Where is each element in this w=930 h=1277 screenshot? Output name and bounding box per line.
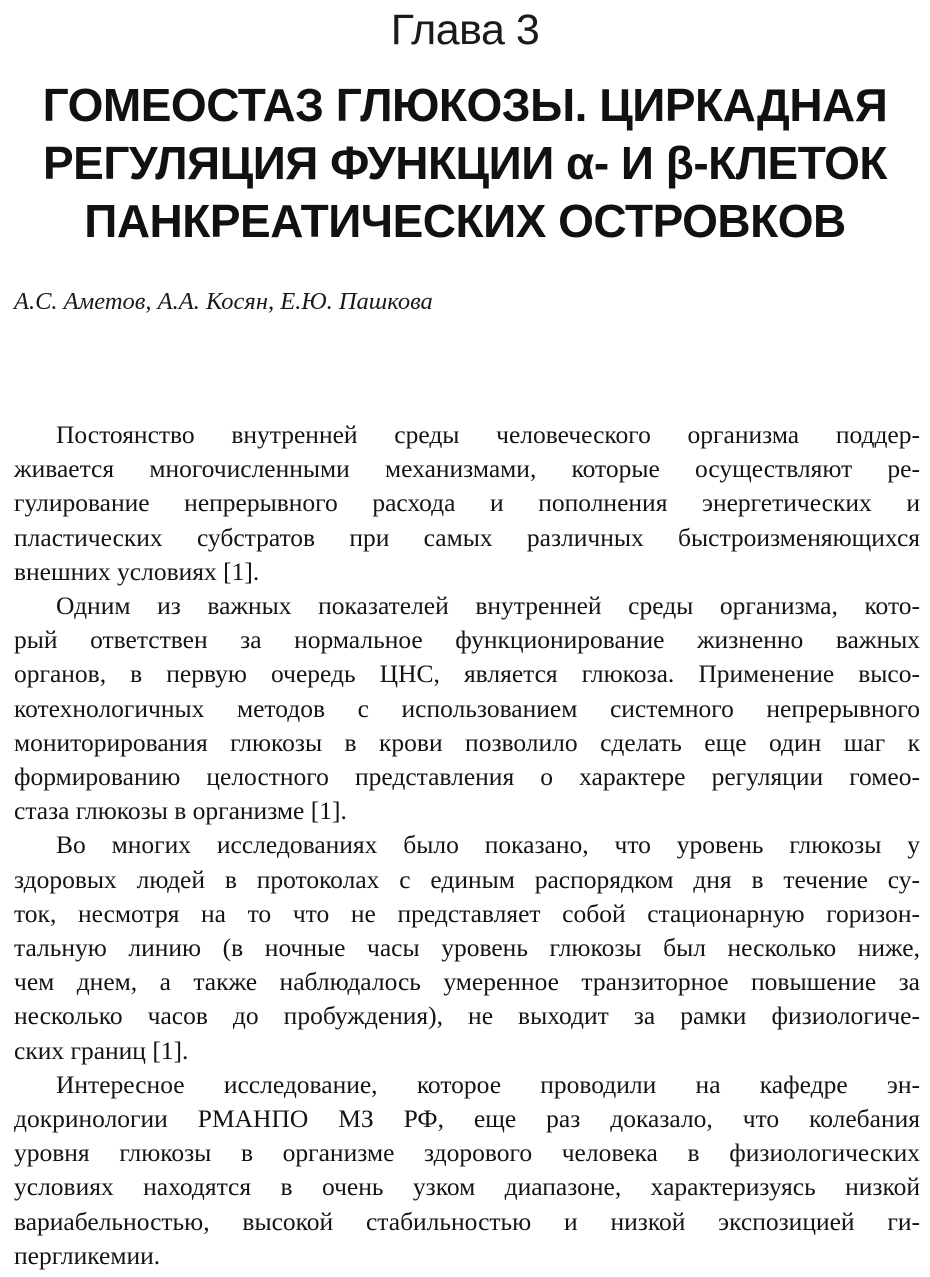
text-line: тальную линию (в ночные часы уровень глюкозы был несколько ниже, [14,933,920,963]
authors-byline: А.С. Аметов, А.А. Косян, Е.Ю. Пашкова [14,288,433,315]
text-line: живается многочисленными механизмами, которые осуществляют ре- [14,454,920,484]
text-line: здоровых людей в протоколах с единым распорядком дня в течение су- [14,864,920,894]
body-text [14,418,920,1273]
text-line: Во многих исследованиях было показано, что уровень глюкозы у [56,830,920,860]
paragraph-1 [14,418,920,589]
text-line: рый ответствен за нормальное функционирование жизненно важных [14,625,920,655]
chapter-title-line: РЕГУЛЯЦИЯ ФУНКЦИИ α- И β-КЛЕТОК [42,137,888,189]
text-line: несколько часов до пробуждения), не выходит за рамки физиологиче- [14,1001,920,1031]
text-line: докринологии РМАНПО МЗ РФ, еще раз доказало, что колебания [14,1104,920,1134]
text-line: условиях находятся в очень узком диапазоне, характеризуясь низкой [14,1172,920,1202]
text-line: уровня глюкозы в организме здорового человека в физиологических [14,1138,920,1168]
chapter-title-line: ПАНКРЕАТИЧЕСКИХ ОСТРОВКОВ [84,195,846,247]
text-line: внешних условиях [1]. [14,556,260,586]
chapter-label: Глава 3 [390,6,540,54]
text-line: Одним из важных показателей внутренней среды организма, кото- [56,591,920,621]
paragraph-2 [14,589,920,828]
text-line: стаза глюкозы в организме [1]. [14,796,347,826]
text-line: пергликемии. [14,1240,161,1270]
text-line: Постоянство внутренней среды человеческого организма поддер- [56,420,920,449]
text-line: котехнологичных методов с использованием системного непрерывного [14,693,920,723]
text-line: ских границ [1]. [14,1035,189,1065]
text-line: вариабельностью, высокой стабильностью и низкой экспозицией ги- [14,1206,920,1236]
text-line: ток, несмотря на то что не представляет собой стационарную горизон- [14,898,920,928]
text-line: Интересное исследование, которое проводили на кафедре эн- [56,1069,920,1099]
chapter-title [0,76,930,250]
text-line: чем днем, а также наблюдалось умеренное транзиторное повышение за [14,967,920,997]
chapter-title-line: ГОМЕОСТАЗ ГЛЮКОЗЫ. ЦИРКАДНАЯ [42,79,888,131]
text-line: органов, в первую очередь ЦНС, является глюкоза. Применение высо- [14,659,920,689]
text-line: мониторирования глюкозы в крови позволило сделать еще один шаг к [14,727,920,757]
text-line: формированию целостного представления о характере регуляции гомео- [14,762,920,792]
paragraph-4 [14,1068,920,1273]
paragraph-3 [14,828,920,1067]
text-line: гулирование непрерывного расхода и пополнения энергетических и [14,488,920,518]
text-line: пластических субстратов при самых различных быстроизменяющихся [14,522,920,552]
